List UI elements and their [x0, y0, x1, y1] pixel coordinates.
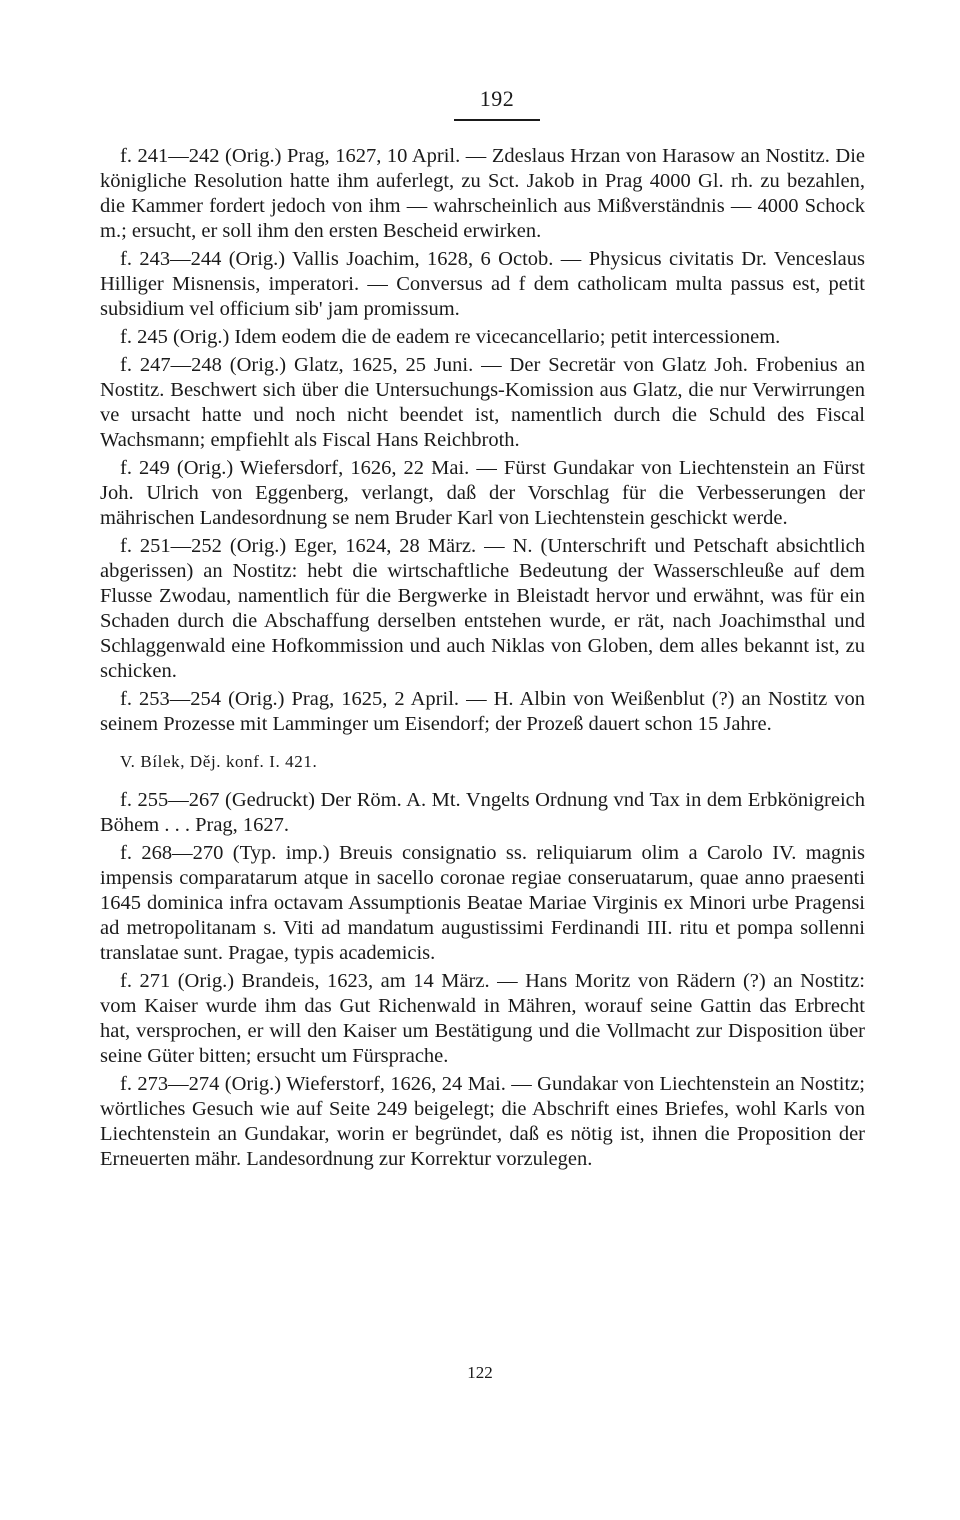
entry-f249: f. 249 (Orig.) Wiefersdorf, 1626, 22 Mai. — Fürst Gundakar von Liechtenstein an Fürst Joh. Ulrich von Eggenberg, verlangt, daß der Vorschlag für die Verbesserungen der mährischen Landesordnung se nem Bruder Karl von Liechtenstein geschickt werde. [100, 457, 865, 529]
entry-f241: f. 241—242 (Orig.) Prag, 1627, 10 April. — Zdeslaus Hrzan von Harasow an Nostitz. Die königliche Resolution hatte ihm auferlegt, zu Sct. Jakob in Prag 4000 Gl. rh. zu bezahlen, die Kammer fordert jedoch von ihm — wahrscheinlich aus Mißverständnis — 4000 Schock m.; ersucht, er soll ihm den ersten Bescheid erwirken. [100, 145, 865, 242]
entry-f273: f. 273—274 (Orig.) Wieferstorf, 1626, 24 Mai. — Gundakar von Liechtenstein an Nostitz; wörtliches Gesuch wie auf Seite 249 beigelegt; die Abschrift eines Briefes, wohl Karls von Liechtenstein an Gundakar, worin er begründet, daß es nötig ist, ihnen die Proposition der Erneuerten mähr. Landesordnung zur Korrektur vorzulegen. [100, 1073, 865, 1170]
entry-f251: f. 251—252 (Orig.) Eger, 1624, 28 März. — N. (Unterschrift und Petschaft absichtlich abgerissen) an Nostitz: hebt die wirtschaftliche Bedeutung der Wasserschleuße auf dem Flusse Zwodau, namentlich für die Bergwerke in Bleistadt hervor und erwähnt, was für ein Schaden durch die Abschaffung derselben entstehen wurde, er rät, nach Joachimsthal und Schlaggenwald eine Hofkommission und auch Niklas von Globen, dem alles bekannt ist, zu schicken. [100, 535, 865, 682]
entry-f268: f. 268—270 (Typ. imp.) Breuis consignatio ss. reliquiarum olim a Carolo IV. magnis impensis comparatarum atque in sacello coronae regiae conseruatarum, quae anno praesenti 1645 dominica infra octavam Assumptionis Beatae Mariae Virginis ex Minori urbe Pragensi ad metropolitanam s. Viti ad mandatum augustissimi Ferdinandi III. ritu et pompa sollenni translatae sunt. Pragae, typis academicis. [100, 842, 865, 964]
entry-f245: f. 245 (Orig.) Idem eodem die de eadem re vicecancellario; petit intercessionem. [120, 326, 781, 348]
entry-f271: f. 271 (Orig.) Brandeis, 1623, am 14 März. — Hans Moritz von Rädern (?) an Nostitz: vom Kaiser wurde ihm das Gut Richenwald in Mähren, worauf seine Gattin das Erbrecht hat, versprochen, er will den Kaiser um Bestätigung und die Vollmacht zur Disposition über seine Güter bitten; ersucht um Fürsprache. [100, 970, 865, 1067]
literature-reference: V. Bílek, Děj. konf. I. 421. [120, 752, 318, 771]
body-text [100, 144, 865, 1175]
page-number-footer: 122 [467, 1363, 493, 1382]
entry-f243: f. 243—244 (Orig.) Vallis Joachim, 1628, 6 Octob. — Physicus civitatis Dr. Venceslaus Hilliger Misnensis, imperatori. — Conversus ad f dem catholicam multa passus est, petit subsidium vel officium sib' jam promissum. [100, 248, 865, 320]
entry-f255: f. 255—267 (Gedruckt) Der Röm. A. Mt. Vngelts Ordnung vnd Tax in dem Erbkönigreich Böhem . . . Prag, 1627. [100, 789, 865, 836]
header-rule [454, 119, 540, 121]
page-number-header: 192 [479, 86, 515, 111]
entry-f253: f. 253—254 (Orig.) Prag, 1625, 2 April. — H. Albin von Weißenblut (?) an Nostitz von seinem Prozesse mit Lamminger um Eisendorf; der Prozeß dauert schon 15 Jahre. [100, 688, 865, 735]
entry-f247: f. 247—248 (Orig.) Glatz, 1625, 25 Juni. — Der Secretär von Glatz Joh. Frobenius an Nostitz. Beschwert sich über die Untersuchungs-Komission aus Glatz, die nur Verwirrungen ve ursacht hatte und noch nicht beendet ist, namentlich durch die Schuld des Fiscal Wachsmann; empfiehlt als Fiscal Hans Reichbroth. [100, 354, 865, 451]
